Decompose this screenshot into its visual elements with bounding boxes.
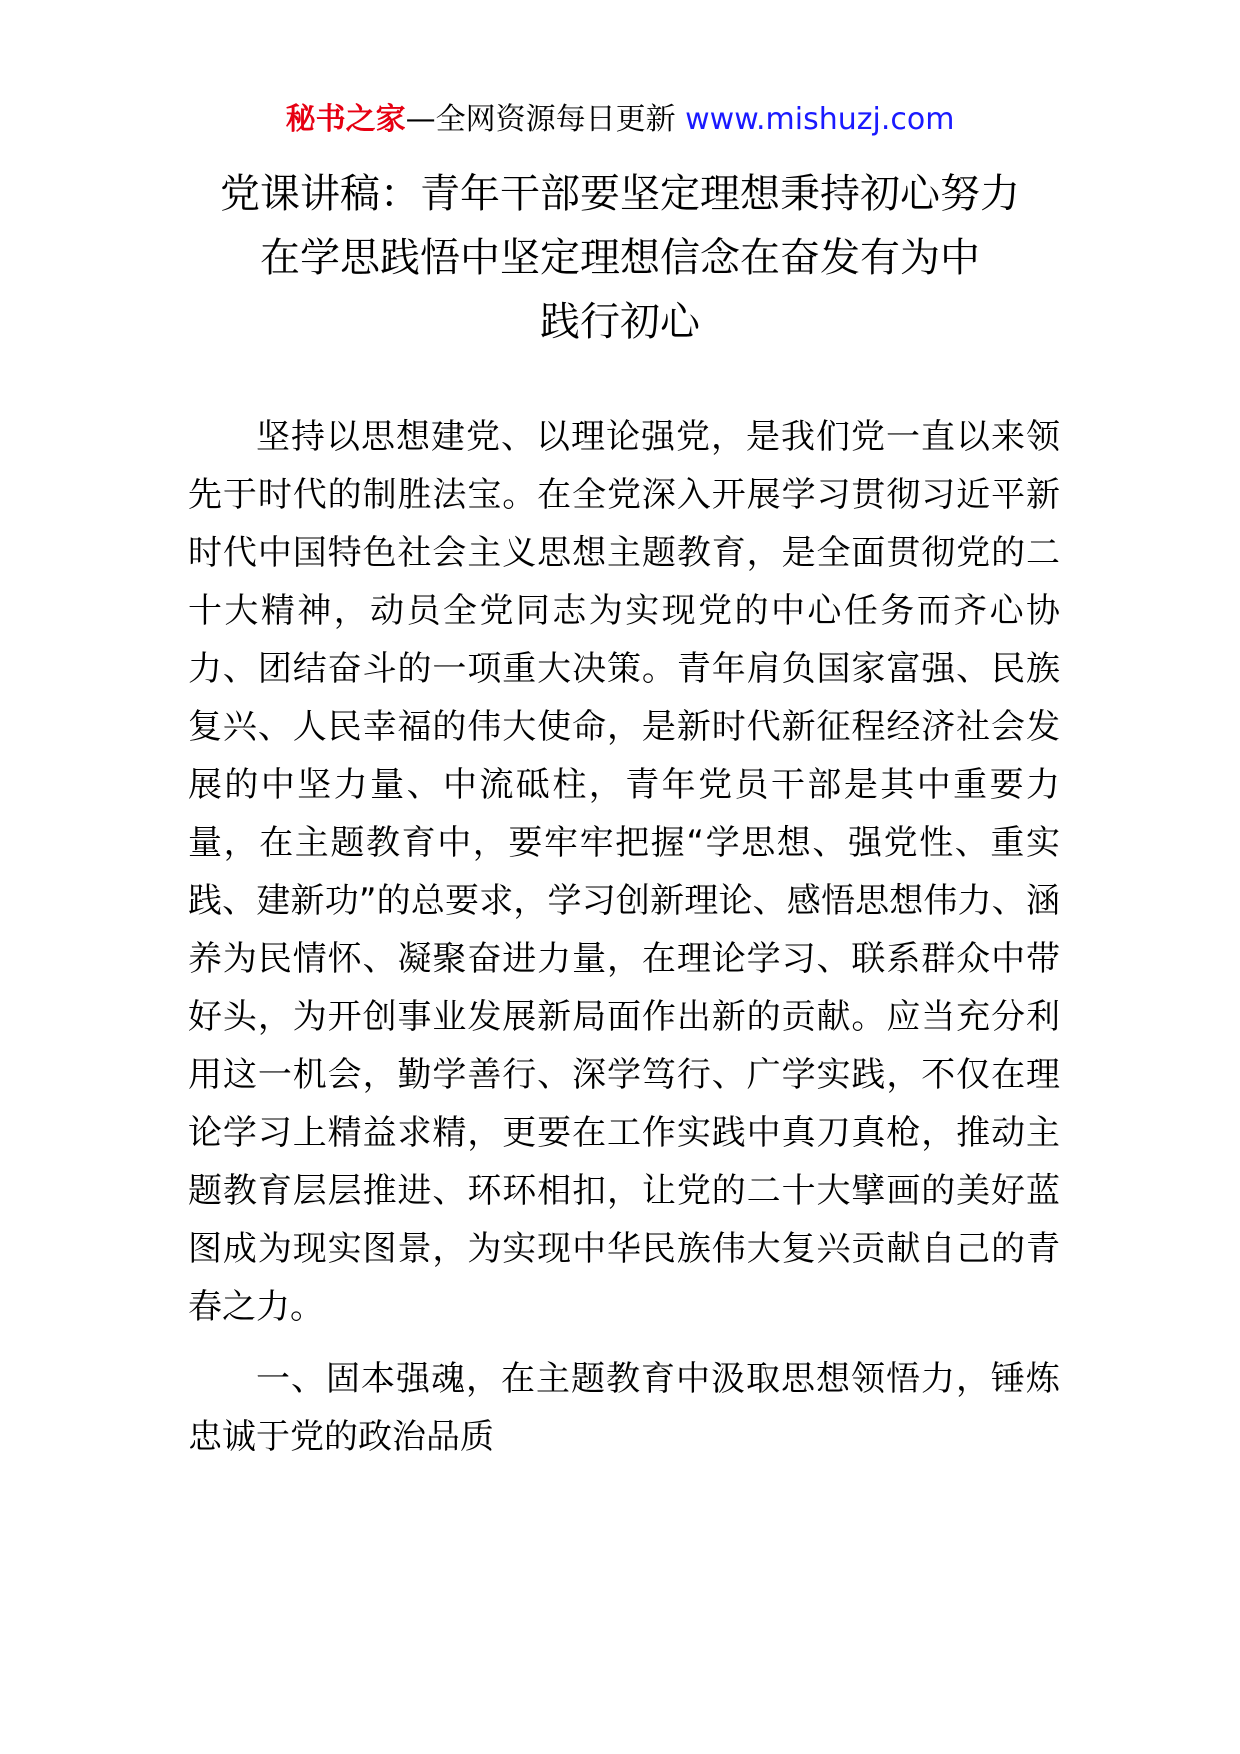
banner-tagline: —全网资源每日更新 (405, 102, 686, 137)
intro-paragraph: 坚持以思想建党、以理论强党，是我们党一直以来领先于时代的制胜法宝。在全党深入开展学习贯彻习近平新时代中国特色社会主义思想主题教育，是全面贯彻党的二十大精神，动员全党同志为实现党的中心任务而齐心协力、团结奋斗的一项重大决策。青年肩负国家富强、民族复兴、人民幸福的伟大使命，是新时代新征程经济社会发展的中坚力量、中流砥柱，青年党员干部是其中重要力量，在主题教育中，要牢牢把握“学思想、强党性、重实践、建新功”的总要求，学习创新理论、感悟思想伟力、涵养为民情怀、凝聚奋进力量，在理论学习、联系群众中带好头，为开创事业发展新局面作出新的贡献。应当充分利用这一机会，勤学善行、深学笃行、广学实践，不仅在理论学习上精益求精，更要在工作实践中真刀真枪，推动主题教育层层推进、环环相扣，让党的二十大擘画的美好蓝图成为现实图景，为实现中华民族伟大复兴贡献自己的青春之力。 (188, 417, 1060, 1327)
brand-name: 秘书之家 (285, 102, 406, 137)
site-banner (0, 100, 1240, 140)
title-line-1: 党课讲稿：青年干部要坚定理想秉持初心努力 (220, 171, 1020, 217)
site-url-link[interactable]: www.mishuzj.com (685, 102, 955, 137)
document-body (188, 408, 1060, 1466)
title-line-3: 践行初心 (540, 299, 700, 345)
document-title (0, 162, 1240, 354)
section-heading-1: 一、固本强魂，在主题教育中汲取思想领悟力，锤炼忠诚于党的政治品质 (188, 1359, 1060, 1457)
title-line-2: 在学思践悟中坚定理想信念在奋发有为中 (260, 235, 980, 281)
